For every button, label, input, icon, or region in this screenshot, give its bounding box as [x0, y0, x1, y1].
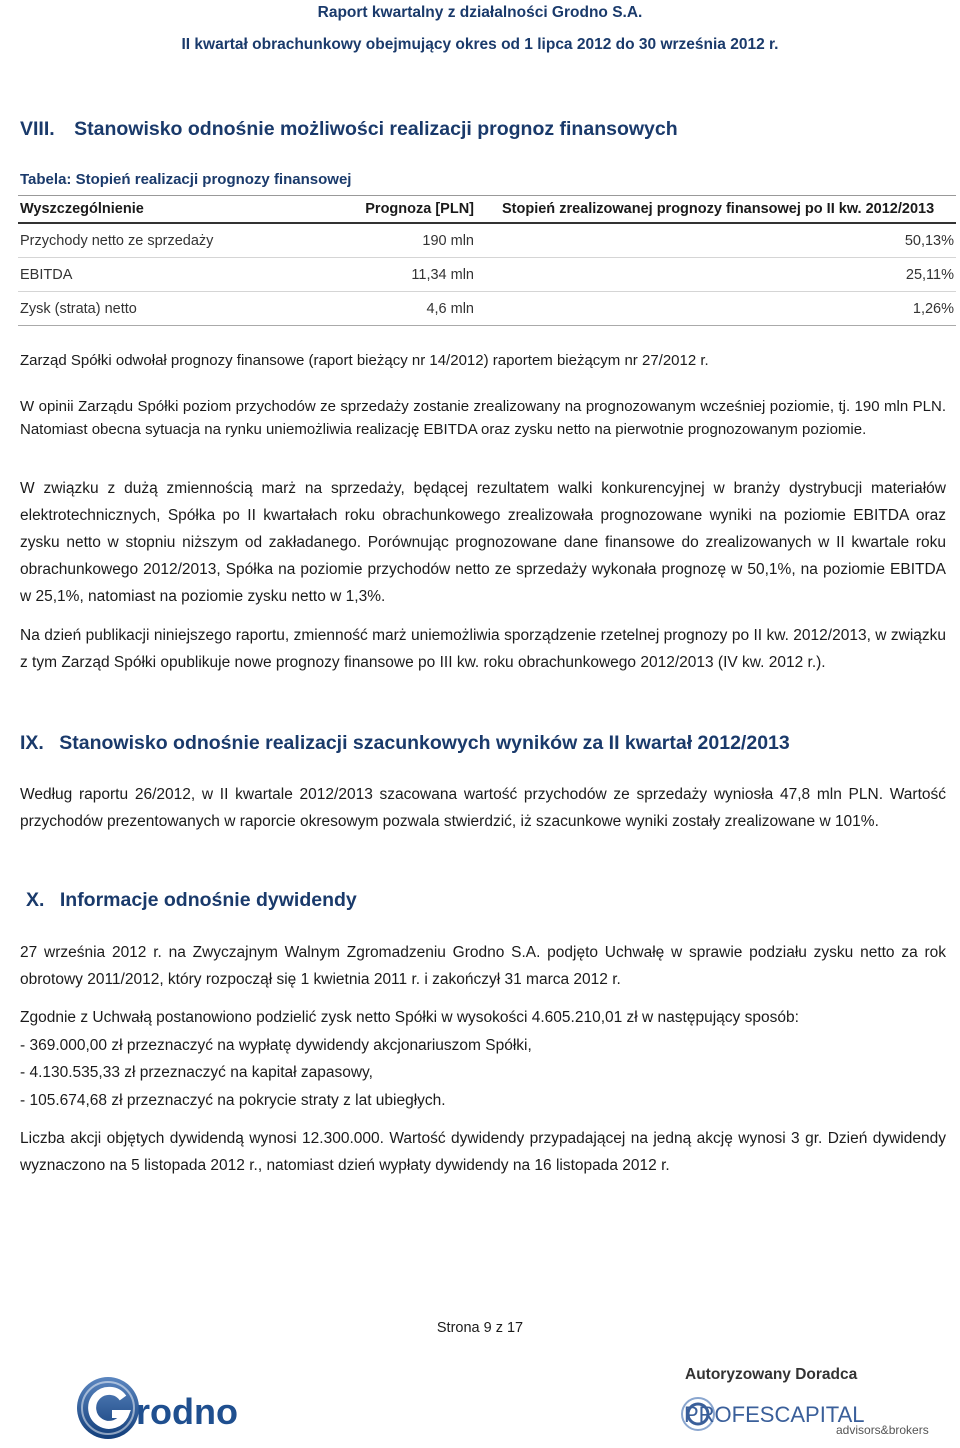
- sec10-paragraph-2: [20, 1004, 946, 1114]
- advisor-label: Autoryzowany Doradca: [685, 1366, 858, 1383]
- section-9-number: IX.: [20, 732, 44, 754]
- profescapital-logo-subtext: advisors&brokers: [836, 1423, 929, 1436]
- col-header-realization: Stopień zrealizowanej prognozy finansowej po II kw. 2012/2013: [476, 196, 956, 224]
- section-10-heading: [26, 889, 357, 912]
- sec8-paragraph-2: W opinii Zarządu Spółki poziom przychodów ze sprzedaży zostanie zrealizowany na prognozowanym wcześniej poziomie, tj. 190 mln PLN. Natomiast obecna sytuacja na rynku uniemożliwia realizację EBITDA oraz zysku netto na pierwotnie prognozowanym poziomie.: [20, 398, 946, 438]
- table-header-row: [18, 196, 956, 224]
- grodno-logo-text: rodno: [136, 1391, 238, 1432]
- list-item: - 105.674,68 zł przeznaczyć na pokrycie straty z lat ubiegłych.: [20, 1091, 446, 1109]
- col-header-item: Wyszczególnienie: [18, 196, 322, 224]
- cell-realization: 25,11%: [476, 258, 956, 292]
- cell-realization: 1,26%: [476, 292, 956, 326]
- table-caption: Tabela: Stopień realizacji prognozy finansowej: [20, 171, 352, 188]
- cell-forecast: 190 mln: [322, 223, 476, 258]
- sec9-paragraph-1: Według raportu 26/2012, w II kwartale 2012/2013 szacowana wartość przychodów ze sprzedaży wyniosła 47,8 mln PLN. Wartość przychodów prezentowanych w raporcie okresowym pozwala stwierdzić, iż szacunkowe wyniki zostały zrealizowane w 101%.: [20, 786, 946, 830]
- col-header-forecast: Prognoza [PLN]: [322, 196, 476, 224]
- cell-realization: 50,13%: [476, 223, 956, 258]
- forecast-table: [18, 195, 956, 326]
- sec10-paragraph-1: 27 września 2012 r. na Zwyczajnym Walnym Zgromadzeniu Grodno S.A. podjęto Uchwałę w sprawie podziału zysku netto za rok obrotowy 2011/2012, który rozpoczął się 1 kwietnia 2011 r. i zakończył 31 marca 2012 r.: [20, 944, 946, 988]
- section-10-number: X.: [26, 889, 45, 911]
- section-9-heading: [20, 732, 790, 755]
- section-9-title: Stanowisko odnośnie realizacji szacunkowych wyników za II kwartał 2012/2013: [59, 732, 790, 754]
- table-row: [18, 258, 956, 292]
- page-number: Strona 9 z 17: [436, 1320, 524, 1336]
- cell-forecast: 11,34 mln: [322, 258, 476, 292]
- cell-forecast: 4,6 mln: [322, 292, 476, 326]
- sec8-paragraph-4: Na dzień publikacji niniejszego raportu, zmienność marż uniemożliwia sporządzenie rzetelnej prognozy po II kw. 2012/2013, w związku z tym Zarząd Spółki opublikuje nowe prognozy finansowe po III kw. roku obrachunkowego 2012/2013 (IV kw. 2012 r.).: [20, 627, 946, 671]
- report-period: II kwartał obrachunkowy obejmujący okres od 1 lipca 2012 do 30 września 2012 r.: [181, 36, 779, 53]
- section-8-number: VIII.: [20, 118, 55, 140]
- list-item: - 369.000,00 zł przeznaczyć na wypłatę dywidendy akcjonariuszom Spółki,: [20, 1036, 532, 1054]
- cell-item: EBITDA: [18, 258, 322, 292]
- profescapital-logo-icon: [680, 1392, 945, 1436]
- section-8-heading: [20, 118, 678, 141]
- grodno-logo-icon: [20, 1372, 270, 1442]
- section-8-title: Stanowisko odnośnie możliwości realizacji prognoz finansowych: [74, 118, 678, 140]
- sec8-paragraph-1: Zarząd Spółki odwołał prognozy finansowe (raport bieżący nr 14/2012) raportem bieżącym nr 27/2012 r.: [20, 352, 709, 369]
- section-10-title: Informacje odnośnie dywidendy: [59, 889, 357, 911]
- table-row: [18, 292, 956, 326]
- table-row: [18, 223, 956, 258]
- list-item: - 4.130.535,33 zł przeznaczyć na kapitał zapasowy,: [20, 1064, 373, 1081]
- profescapital-logo-text: PROFESCAPITAL: [684, 1402, 865, 1427]
- cell-item: Zysk (strata) netto: [18, 292, 322, 326]
- sec10-paragraph-3: Liczba akcji objętych dywidendą wynosi 12.300.000. Wartość dywidendy przypadającej na jedną akcję wynosi 3 gr. Dzień dywidendy wyznaczono na 5 listopada 2012 r., natomiast dzień wypłaty dywidendy na 16 listopada 2012 r.: [20, 1130, 946, 1174]
- report-title: Raport kwartalny z działalności Grodno S.A.: [317, 4, 643, 21]
- dividend-intro: Zgodnie z Uchwałą postanowiono podzielić zysk netto Spółki w wysokości 4.605.210,01 zł w następujący sposób:: [20, 1009, 799, 1026]
- cell-item: Przychody netto ze sprzedaży: [18, 223, 322, 258]
- sec8-paragraph-3: W związku z dużą zmiennością marż na sprzedaży, będącej rezultatem walki konkurencyjnej w branży dystrybucji materiałów elektrotechnicznych, Spółka po II kwartałach roku obrachunkowego zrealizowała prognozowane wyniki na poziomie EBITDA oraz zysku netto w stopniu niższym od zakładanego. Porównując prognozowane dane finansowe do zrealizowanych w II kwartale roku obrachunkowego 2012/2013, Spółka na poziomie przychodów netto ze sprzedaży wykonała prognozę w 50,1%, na poziomie EBITDA w 25,1%, natomiast na poziomie zysku netto w 1,3%.: [20, 480, 946, 605]
